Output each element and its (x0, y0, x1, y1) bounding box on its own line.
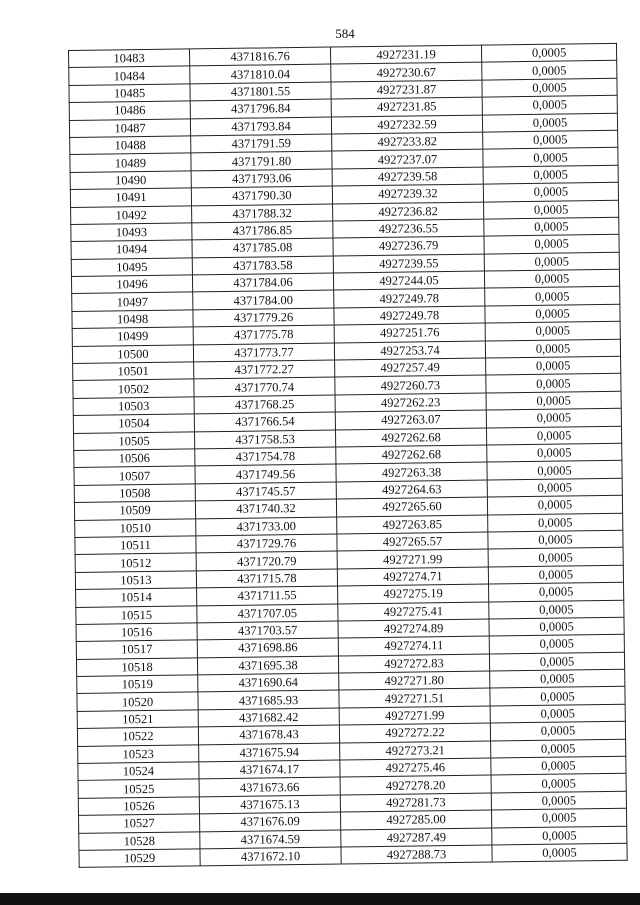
tolerance-cell: 0,0005 (482, 61, 617, 80)
tolerance-cell: 0,0005 (486, 356, 621, 375)
point-id-cell: 10498 (72, 310, 193, 329)
tolerance-cell: 0,0005 (486, 391, 621, 410)
y-coordinate-cell: 4927232.59 (331, 115, 482, 134)
point-id-cell: 10492 (71, 205, 192, 224)
point-id-cell: 10504 (73, 414, 194, 433)
tolerance-cell: 0,0005 (489, 600, 624, 619)
y-coordinate-cell: 4927285.00 (341, 810, 492, 829)
tolerance-cell: 0,0005 (485, 287, 620, 306)
x-coordinate-cell: 4371770.74 (194, 377, 335, 396)
x-coordinate-cell: 4371695.38 (197, 656, 338, 675)
y-coordinate-cell: 4927233.82 (332, 132, 483, 151)
y-coordinate-cell: 4927273.21 (340, 741, 491, 760)
point-id-cell: 10483 (69, 49, 190, 68)
point-id-cell: 10528 (79, 831, 200, 850)
x-coordinate-cell: 4371720.79 (196, 551, 337, 570)
x-coordinate-cell: 4371707.05 (197, 604, 338, 623)
y-coordinate-cell: 4927262.68 (336, 445, 487, 464)
x-coordinate-cell: 4371711.55 (197, 586, 338, 605)
point-id-cell: 10486 (69, 101, 190, 120)
tolerance-cell: 0,0005 (489, 617, 624, 636)
point-id-cell: 10508 (74, 484, 195, 503)
point-id-cell: 10522 (77, 727, 198, 746)
y-coordinate-cell: 4927275.41 (338, 602, 489, 621)
y-coordinate-cell: 4927272.83 (338, 654, 489, 673)
tolerance-cell: 0,0005 (491, 774, 626, 793)
y-coordinate-cell: 4927236.79 (333, 236, 484, 255)
x-coordinate-cell: 4371793.84 (190, 117, 331, 136)
y-coordinate-cell: 4927231.19 (330, 45, 481, 64)
point-id-cell: 10523 (78, 744, 199, 763)
y-coordinate-cell: 4927271.99 (339, 706, 490, 725)
point-id-cell: 10497 (72, 292, 193, 311)
x-coordinate-cell: 4371672.10 (200, 847, 341, 866)
tolerance-cell: 0,0005 (487, 478, 622, 497)
point-id-cell: 10505 (74, 431, 195, 450)
y-coordinate-cell: 4927263.85 (337, 515, 488, 534)
point-id-cell: 10516 (76, 623, 197, 642)
page-number: 584 (335, 26, 355, 41)
x-coordinate-cell: 4371685.93 (198, 690, 339, 709)
x-coordinate-cell: 4371675.94 (199, 743, 340, 762)
x-coordinate-cell: 4371675.13 (199, 795, 340, 814)
tolerance-cell: 0,0005 (485, 304, 620, 323)
point-id-cell: 10514 (76, 588, 197, 607)
point-id-cell: 10509 (74, 501, 195, 520)
y-coordinate-cell: 4927230.67 (331, 62, 482, 81)
point-id-cell: 10521 (77, 710, 198, 729)
tolerance-cell: 0,0005 (492, 826, 627, 845)
x-coordinate-cell: 4371703.57 (197, 621, 338, 640)
coordinates-table-body (69, 43, 628, 867)
tolerance-cell: 0,0005 (482, 78, 617, 97)
tolerance-cell: 0,0005 (488, 530, 623, 549)
point-id-cell: 10527 (79, 814, 200, 833)
x-coordinate-cell: 4371773.77 (193, 343, 334, 362)
point-id-cell: 10515 (76, 605, 197, 624)
tolerance-cell: 0,0005 (490, 704, 625, 723)
tolerance-cell: 0,0005 (488, 548, 623, 567)
x-coordinate-cell: 4371678.43 (198, 725, 339, 744)
tolerance-cell: 0,0005 (482, 95, 617, 114)
x-coordinate-cell: 4371786.85 (192, 221, 333, 240)
y-coordinate-cell: 4927257.49 (335, 358, 486, 377)
y-coordinate-cell: 4927265.60 (336, 497, 487, 516)
x-coordinate-cell: 4371779.26 (193, 308, 334, 327)
point-id-cell: 10496 (71, 275, 192, 294)
x-coordinate-cell: 4371754.78 (195, 447, 336, 466)
x-coordinate-cell: 4371772.27 (194, 360, 335, 379)
y-coordinate-cell: 4927275.19 (338, 584, 489, 603)
point-id-cell: 10502 (73, 379, 194, 398)
x-coordinate-cell: 4371729.76 (196, 534, 337, 553)
x-coordinate-cell: 4371673.66 (199, 777, 340, 796)
tolerance-cell: 0,0005 (484, 235, 619, 254)
y-coordinate-cell: 4927231.85 (331, 97, 482, 116)
tolerance-cell: 0,0005 (482, 113, 617, 132)
tolerance-cell: 0,0005 (485, 322, 620, 341)
y-coordinate-cell: 4927249.78 (334, 306, 485, 325)
y-coordinate-cell: 4927263.38 (336, 462, 487, 481)
point-id-cell: 10512 (75, 553, 196, 572)
x-coordinate-cell: 4371775.78 (193, 325, 334, 344)
tolerance-cell: 0,0005 (484, 269, 619, 288)
y-coordinate-cell: 4927262.23 (335, 393, 486, 412)
tolerance-cell: 0,0005 (491, 756, 626, 775)
y-coordinate-cell: 4927262.68 (335, 428, 486, 447)
x-coordinate-cell: 4371788.32 (192, 204, 333, 223)
tolerance-cell: 0,0005 (483, 165, 618, 184)
point-id-cell: 10525 (78, 779, 199, 798)
x-coordinate-cell: 4371784.06 (192, 273, 333, 292)
x-coordinate-cell: 4371740.32 (195, 499, 336, 518)
x-coordinate-cell: 4371674.59 (200, 830, 341, 849)
point-id-cell: 10518 (76, 658, 197, 677)
tolerance-cell: 0,0005 (490, 721, 625, 740)
point-id-cell: 10493 (71, 223, 192, 242)
y-coordinate-cell: 4927260.73 (335, 375, 486, 394)
x-coordinate-cell: 4371749.56 (195, 464, 336, 483)
tolerance-cell: 0,0005 (487, 461, 622, 480)
point-id-cell: 10484 (69, 66, 190, 85)
x-coordinate-cell: 4371790.30 (191, 186, 332, 205)
x-coordinate-cell: 4371784.00 (193, 291, 334, 310)
point-id-cell: 10489 (70, 153, 191, 172)
x-coordinate-cell: 4371810.04 (190, 64, 331, 83)
point-id-cell: 10506 (74, 449, 195, 468)
point-id-cell: 10495 (71, 258, 192, 277)
y-coordinate-cell: 4927281.73 (340, 793, 491, 812)
x-coordinate-cell: 4371698.86 (197, 638, 338, 657)
tolerance-cell: 0,0005 (486, 408, 621, 427)
tolerance-cell: 0,0005 (484, 252, 619, 271)
tolerance-cell: 0,0005 (487, 495, 622, 514)
y-coordinate-cell: 4927271.51 (339, 688, 490, 707)
tolerance-cell: 0,0005 (488, 513, 623, 532)
point-id-cell: 10519 (77, 675, 198, 694)
y-coordinate-cell: 4927239.32 (332, 184, 483, 203)
y-coordinate-cell: 4927239.55 (333, 254, 484, 273)
tolerance-cell: 0,0005 (489, 582, 624, 601)
tolerance-cell: 0,0005 (489, 652, 624, 671)
y-coordinate-cell: 4927244.05 (333, 271, 484, 290)
x-coordinate-cell: 4371690.64 (198, 673, 339, 692)
tolerance-cell: 0,0005 (491, 808, 626, 827)
y-coordinate-cell: 4927265.57 (337, 532, 488, 551)
x-coordinate-cell: 4371785.08 (192, 238, 333, 257)
x-coordinate-cell: 4371758.53 (195, 430, 336, 449)
y-coordinate-cell: 4927274.89 (338, 619, 489, 638)
point-id-cell: 10529 (79, 849, 200, 868)
tolerance-cell: 0,0005 (483, 148, 618, 167)
x-coordinate-cell: 4371793.06 (191, 169, 332, 188)
tolerance-cell: 0,0005 (486, 426, 621, 445)
point-id-cell: 10490 (70, 171, 191, 190)
tolerance-cell: 0,0005 (486, 374, 621, 393)
point-id-cell: 10501 (73, 362, 194, 381)
point-id-cell: 10499 (72, 327, 193, 346)
tolerance-cell: 0,0005 (485, 339, 620, 358)
y-coordinate-cell: 4927249.78 (334, 289, 485, 308)
point-id-cell: 10510 (75, 518, 196, 537)
x-coordinate-cell: 4371801.55 (190, 82, 331, 101)
x-coordinate-cell: 4371791.80 (191, 151, 332, 170)
y-coordinate-cell: 4927287.49 (341, 828, 492, 847)
y-coordinate-cell: 4927263.07 (335, 410, 486, 429)
x-coordinate-cell: 4371816.76 (189, 47, 330, 66)
point-id-cell: 10511 (75, 536, 196, 555)
y-coordinate-cell: 4927274.71 (337, 567, 488, 586)
x-coordinate-cell: 4371783.58 (192, 256, 333, 275)
y-coordinate-cell: 4927231.87 (331, 80, 482, 99)
coordinates-table-wrapper (68, 43, 623, 872)
x-coordinate-cell: 4371715.78 (196, 569, 337, 588)
y-coordinate-cell: 4927236.55 (333, 219, 484, 238)
tolerance-cell: 0,0005 (491, 791, 626, 810)
point-id-cell: 10487 (69, 118, 190, 137)
y-coordinate-cell: 4927275.46 (340, 758, 491, 777)
x-coordinate-cell: 4371766.54 (194, 412, 335, 431)
tolerance-cell: 0,0005 (483, 130, 618, 149)
y-coordinate-cell: 4927264.63 (336, 480, 487, 499)
tolerance-cell: 0,0005 (487, 443, 622, 462)
y-coordinate-cell: 4927253.74 (334, 341, 485, 360)
x-coordinate-cell: 4371682.42 (198, 708, 339, 727)
point-id-cell: 10485 (69, 84, 190, 103)
point-id-cell: 10524 (78, 762, 199, 781)
tolerance-cell: 0,0005 (492, 843, 627, 862)
tolerance-cell: 0,0005 (483, 182, 618, 201)
tolerance-cell: 0,0005 (489, 635, 624, 654)
x-coordinate-cell: 4371733.00 (196, 517, 337, 536)
x-coordinate-cell: 4371796.84 (190, 99, 331, 118)
point-id-cell: 10513 (75, 571, 196, 590)
x-coordinate-cell: 4371674.17 (199, 760, 340, 779)
y-coordinate-cell: 4927271.80 (339, 671, 490, 690)
point-id-cell: 10500 (72, 345, 193, 364)
x-coordinate-cell: 4371676.09 (200, 812, 341, 831)
point-id-cell: 10488 (70, 136, 191, 155)
tolerance-cell: 0,0005 (488, 565, 623, 584)
point-id-cell: 10494 (71, 240, 192, 259)
y-coordinate-cell: 4927237.07 (332, 149, 483, 168)
y-coordinate-cell: 4927271.99 (337, 549, 488, 568)
y-coordinate-cell: 4927239.58 (332, 167, 483, 186)
y-coordinate-cell: 4927236.82 (333, 202, 484, 221)
tolerance-cell: 0,0005 (491, 739, 626, 758)
point-id-cell: 10491 (70, 188, 191, 207)
x-coordinate-cell: 4371791.59 (191, 134, 332, 153)
coordinates-table (68, 43, 628, 868)
point-id-cell: 10520 (77, 692, 198, 711)
x-coordinate-cell: 4371768.25 (194, 395, 335, 414)
y-coordinate-cell: 4927272.22 (339, 723, 490, 742)
point-id-cell: 10517 (76, 640, 197, 659)
y-coordinate-cell: 4927288.73 (341, 845, 492, 864)
point-id-cell: 10526 (78, 797, 199, 816)
tolerance-cell: 0,0005 (484, 217, 619, 236)
tolerance-cell: 0,0005 (481, 43, 616, 62)
point-id-cell: 10503 (73, 397, 194, 416)
tolerance-cell: 0,0005 (484, 200, 619, 219)
x-coordinate-cell: 4371745.57 (195, 482, 336, 501)
y-coordinate-cell: 4927274.11 (338, 636, 489, 655)
y-coordinate-cell: 4927278.20 (340, 775, 491, 794)
tolerance-cell: 0,0005 (490, 687, 625, 706)
scan-edge-bar (0, 893, 640, 905)
y-coordinate-cell: 4927251.76 (334, 323, 485, 342)
tolerance-cell: 0,0005 (490, 669, 625, 688)
point-id-cell: 10507 (74, 466, 195, 485)
